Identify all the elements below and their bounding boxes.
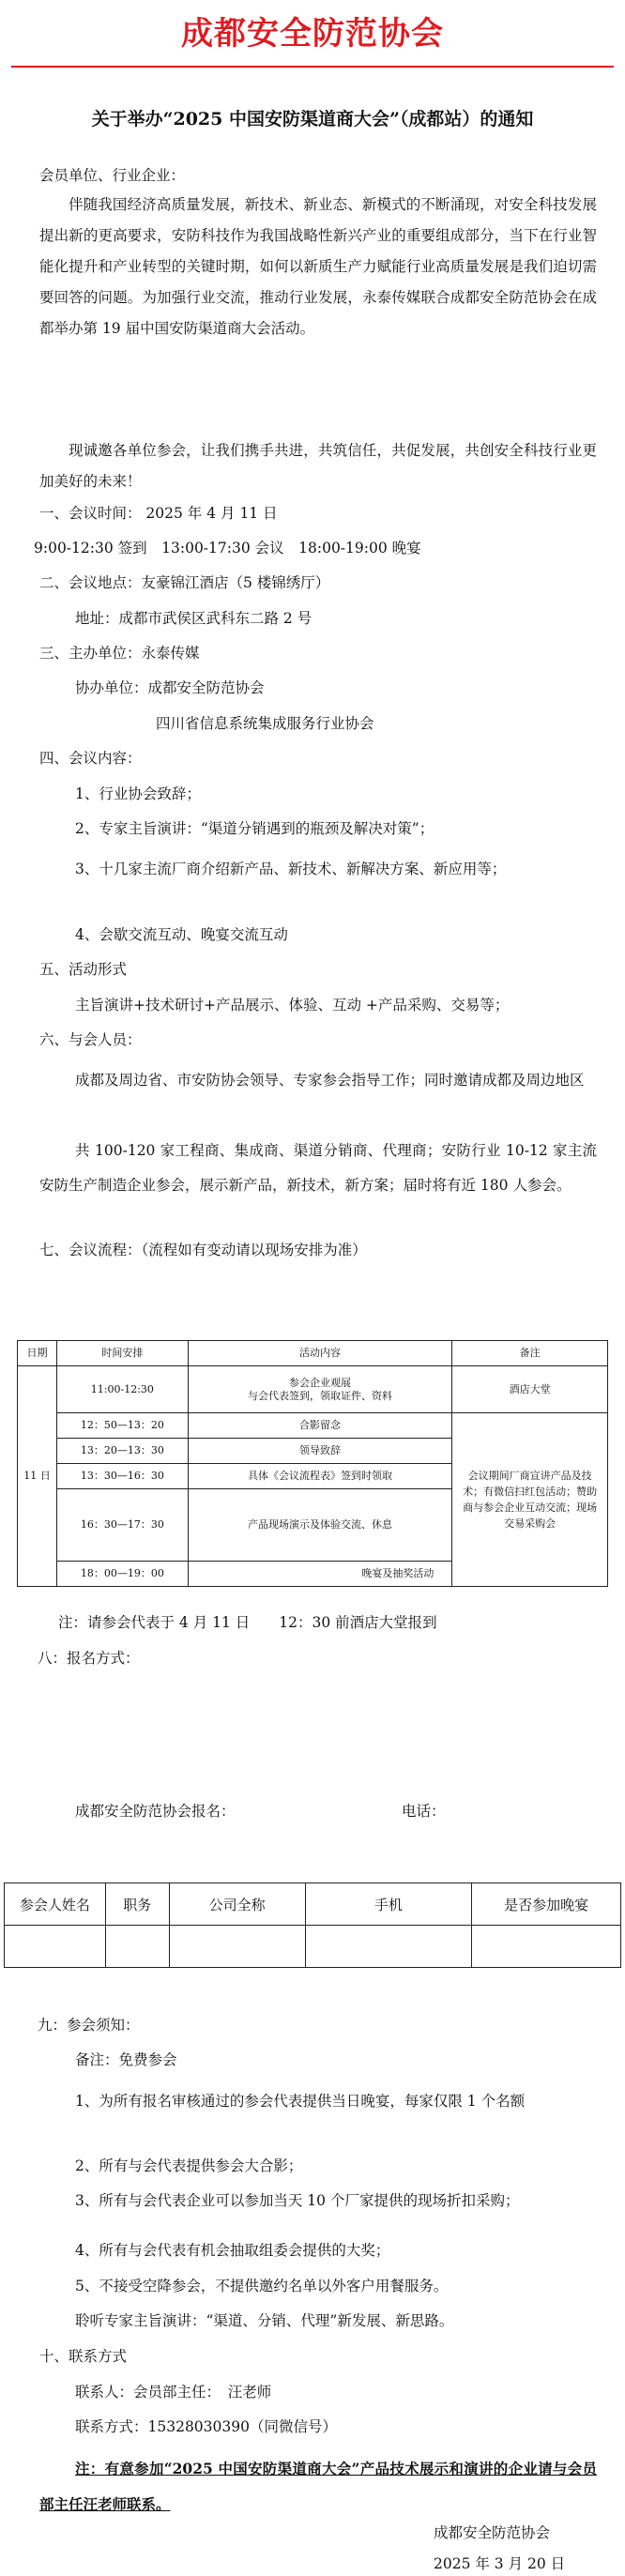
intro-paragraph-2: 现诚邀各单位参会，让我们携手共进，共筑信任，共促发展，共创安全科技行业更加美好的未来！ — [39, 442, 597, 490]
schedule-time: 12：50—13：20 — [56, 1413, 188, 1439]
free-note: 备注：免费参会 — [75, 2051, 177, 2068]
reg-header-dinner: 是否参加晚宴 — [472, 1883, 621, 1926]
section-6-heading: 六、与会人员： — [39, 1031, 142, 1048]
final-note: 注：有意参加“2025 中国安防渠道商大会”产品技术展示和演讲的企业请与会员部主任汪老师联系。 — [39, 2460, 597, 2513]
reg-header-company: 公司全称 — [169, 1883, 305, 1926]
intro-paragraph-1: 伴随我国经济高质量发展，新技术、新业态、新模式的不断涌现，对安全科技发展提出新的更高要求，安防科技作为我国战略性新兴产业的重要组成部分，当下在行业智能化提升和产业转型的关键时期，如何以新质生产力赋能行业高质量发展是我们迫切需要回答的问题。为加强行业交流，推动行业发展，永泰传媒联合成都安全防范协会在成都举办第 19 届中国安防渠道商大会活动。 — [39, 196, 597, 337]
signature-date: 2025 年 3 月 20 日 — [434, 2555, 566, 2572]
notice-item-6: 聆听专家主旨演讲：“渠道、分销、代理”新发展、新思路。 — [75, 2312, 454, 2329]
section-10-heading: 十、联系方式 — [39, 2348, 128, 2365]
meeting-times: 9:00-12:30 签到 13:00-17:30 会议 18:00-19:00 晚宴 — [34, 540, 421, 556]
section-7-heading: 七、会议流程：（流程如有变动请以现场安排为准） — [39, 1242, 367, 1258]
registration-table — [4, 1882, 621, 1968]
content-item-1: 1、行业协会致辞； — [75, 785, 201, 802]
registration-header-row — [5, 1883, 621, 1926]
contact-phone: 联系方式：15328030390（同微信号） — [75, 2418, 337, 2435]
header-time: 时间安排 — [56, 1341, 188, 1366]
arrival-note: 注：请参会代表于 4 月 11 日 12：30 前酒店大堂报到 — [58, 1614, 437, 1631]
co-organizer-2: 四川省信息系统集成服务行业协会 — [156, 715, 374, 732]
schedule-time: 16：30—17：30 — [56, 1489, 188, 1562]
notice-item-5: 5、不接受空降参会，不提供邀约名单以外客户用餐服务。 — [75, 2278, 449, 2294]
schedule-row — [18, 1413, 608, 1439]
content-item-3: 3、十几家主流厂商介绍新产品、新技术、新解决方案、新应用等； — [75, 861, 507, 877]
reg-cell-company[interactable] — [169, 1926, 305, 1968]
contact-person: 联系人：会员部主任： 汪老师 — [75, 2384, 272, 2401]
reg-header-name: 参会人姓名 — [5, 1883, 106, 1926]
notice-item-1: 1、为所有报名审核通过的参会代表提供当日晚宴，每家仅限 1 个名额 — [75, 2093, 526, 2110]
schedule-content: 晚宴及抽奖活动 — [188, 1562, 607, 1587]
reg-cell-mobile[interactable] — [305, 1926, 472, 1968]
section-8-heading: 八：报名方式： — [38, 1650, 140, 1667]
schedule-content: 合影留念 — [188, 1413, 451, 1439]
schedule-remark: 酒店大堂 — [452, 1366, 608, 1413]
section-3-heading: 三、主办单位：永泰传媒 — [39, 645, 200, 662]
reg-header-title: 职务 — [105, 1883, 169, 1926]
schedule-date: 11 日 — [18, 1366, 57, 1587]
notice-item-2: 2、所有与会代表提供参会大合影； — [75, 2157, 303, 2174]
content-item-4: 4、会歇交流互动、晚宴交流互动 — [75, 926, 288, 943]
organization-title: 成都安全防范协会 — [181, 15, 444, 53]
document-title: 关于举办“2025 中国安防渠道商大会”（成都站）的通知 — [91, 109, 534, 130]
schedule-table — [17, 1340, 608, 1587]
reg-header-mobile: 手机 — [305, 1883, 472, 1926]
reg-cell-name[interactable] — [5, 1926, 106, 1968]
reg-cell-title[interactable] — [105, 1926, 169, 1968]
header-content: 活动内容 — [188, 1341, 451, 1366]
schedule-content: 产品现场演示及体验交流、休息 — [188, 1489, 451, 1562]
salutation: 会员单位、行业企业： — [39, 167, 186, 184]
notice-item-3: 3、所有与会代表企业可以参加当天 10 个厂家提供的现场折扣采购； — [75, 2192, 520, 2209]
section-2-heading: 二、会议地点：友豪锦江酒店（5 楼锦绣厅） — [39, 574, 330, 591]
schedule-row — [18, 1366, 608, 1413]
notice-item-4: 4、所有与会代表有机会抽取组委会提供的大奖； — [75, 2242, 390, 2259]
registration-blank-row[interactable] — [5, 1926, 621, 1968]
attendees-paragraph-2: 共 100-120 家工程商、集成商、渠道分销商、代理商；安防行业 10-12 家主流安防生产制造企业参会，展示新产品，新技术，新方案；届时将有近 180 人参会。 — [39, 1142, 597, 1194]
header-date: 日期 — [18, 1341, 57, 1366]
co-organizer-1: 协办单位：成都安全防范协会 — [75, 679, 265, 696]
signature-organization: 成都安全防范协会 — [434, 2524, 551, 2541]
schedule-remark: 会议期间厂商宣讲产品及技术；有微信扫红包活动；赞助商与参会企业互动交流；现场交易采购会 — [452, 1413, 608, 1587]
schedule-time: 13：20—13：30 — [56, 1439, 188, 1464]
schedule-time: 11:00-12:30 — [56, 1366, 188, 1413]
section-1-heading: 一、会议时间： 2025 年 4 月 11 日 — [39, 505, 278, 522]
venue-address: 地址：成都市武侯区武科东二路 2 号 — [75, 610, 312, 627]
schedule-content: 参会企业观展 与会代表签到，领取证件、资料 — [188, 1366, 451, 1413]
schedule-content: 领导致辞 — [188, 1439, 451, 1464]
section-5-heading: 五、活动形式 — [39, 961, 128, 978]
section-9-heading: 九：参会须知： — [38, 2017, 140, 2034]
schedule-content: 具体《会议流程表》签到时领取 — [188, 1464, 451, 1489]
schedule-header-row — [18, 1341, 608, 1366]
section-4-heading: 四、会议内容： — [39, 750, 142, 767]
registration-phone-label: 电话： — [402, 1803, 446, 1820]
content-item-2: 2、专家主旨演讲：“渠道分销遇到的瓶颈及解决对策”； — [75, 820, 434, 837]
schedule-row — [18, 1562, 608, 1587]
reg-cell-dinner[interactable] — [472, 1926, 621, 1968]
attendees-paragraph-1: 成都及周边省、市安防协会领导、专家参会指导工作；同时邀请成都及周边地区 — [75, 1072, 585, 1089]
schedule-time: 18：00—19：00 — [56, 1562, 188, 1587]
header-remark: 备注 — [452, 1341, 608, 1366]
registration-org-label: 成都安全防范协会报名： — [75, 1803, 236, 1820]
letterhead — [0, 0, 625, 58]
activity-format: 主旨演讲+技术研讨+产品展示、体验、互动 +产品采购、交易等； — [75, 997, 510, 1014]
header-divider — [11, 66, 614, 68]
schedule-time: 13：30—16：30 — [56, 1464, 188, 1489]
